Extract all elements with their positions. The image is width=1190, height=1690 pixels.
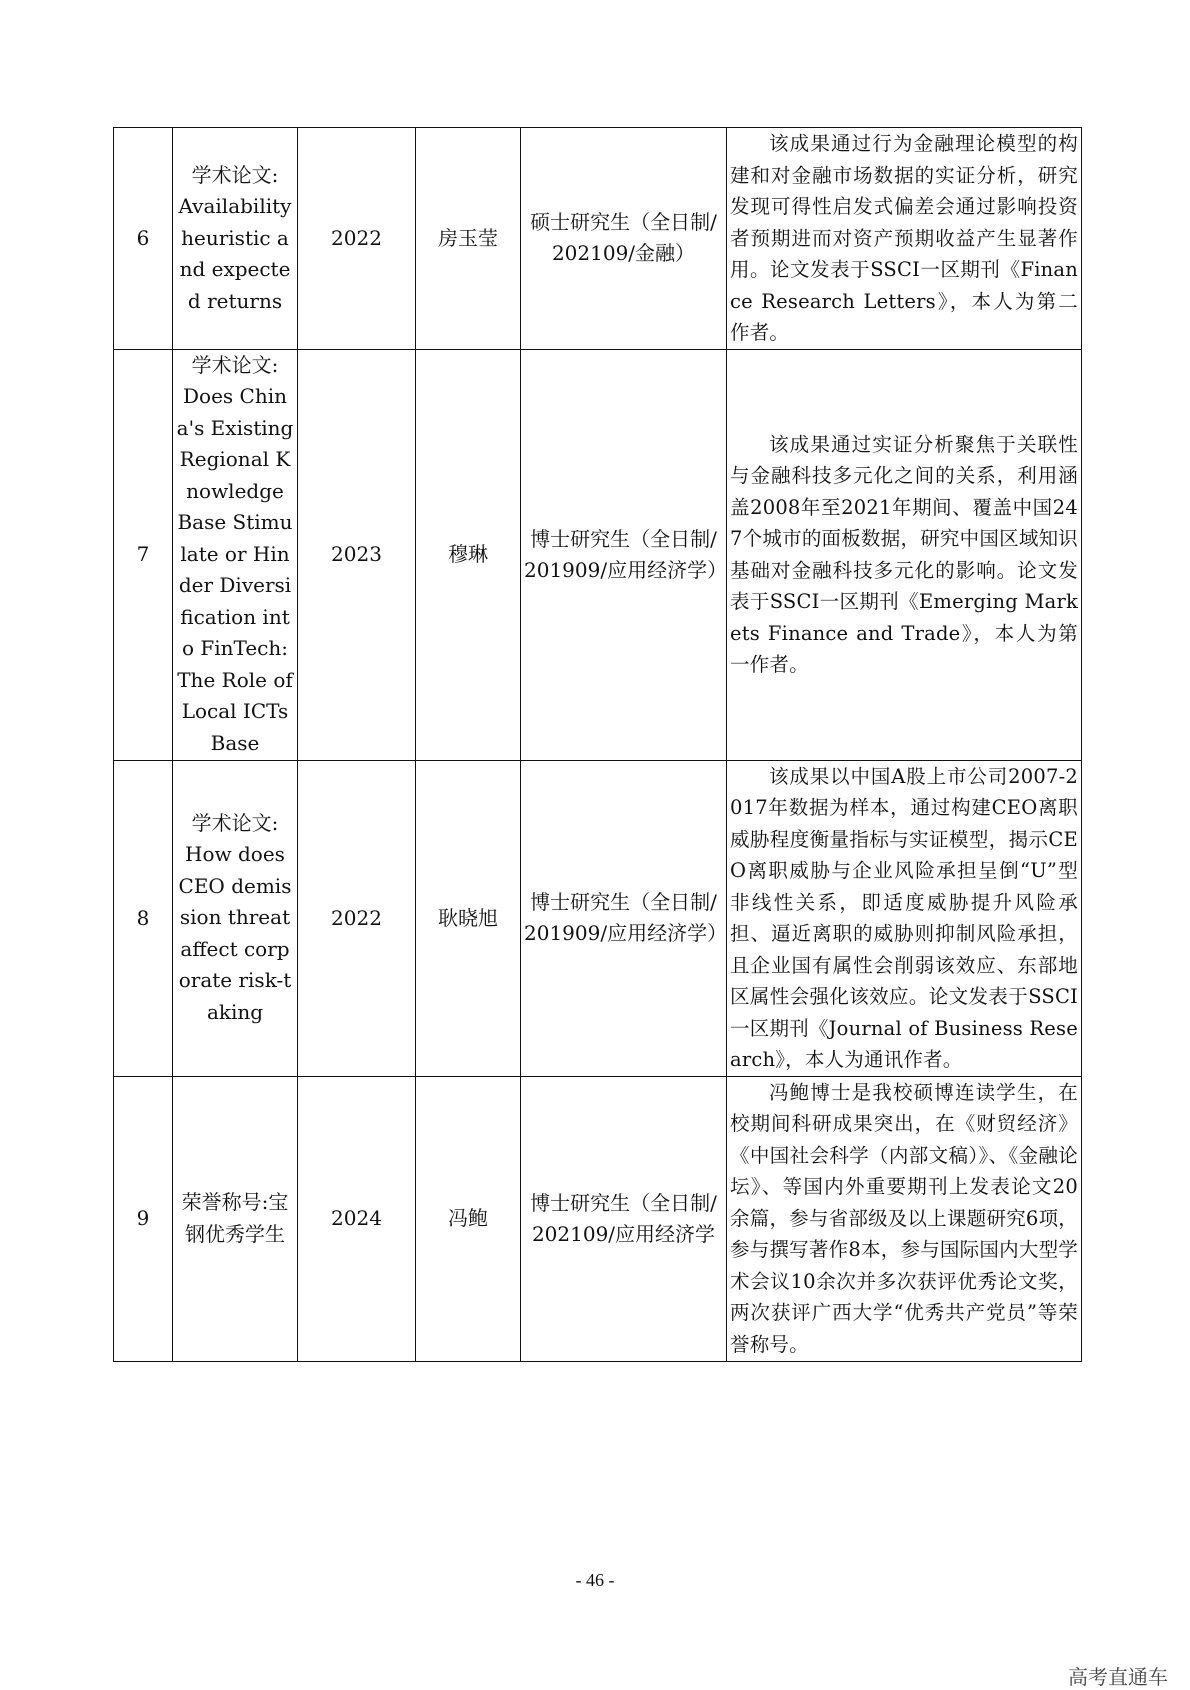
achievement-type: 学术论文: — [191, 162, 279, 187]
student-name: 穆琳 — [416, 349, 521, 760]
table-row — [114, 760, 1082, 1076]
student-name: 房玉莹 — [416, 128, 521, 350]
achievement-type: 学术论文: — [191, 352, 279, 377]
table-row — [114, 349, 1082, 760]
achievement-name: Does China's Existing Regional Knowledge Base Stimulate or Hinder Diversification into FinTech: The Role of Local ICTs Base — [176, 384, 294, 755]
watermark: 高考直通车 — [1068, 1665, 1168, 1689]
row-number: 9 — [114, 1076, 173, 1361]
row-number: 7 — [114, 349, 173, 760]
program-info: 博士研究生（全日制/201909/应用经济学） — [521, 349, 727, 760]
achievement-name: How does CEO demission threat affect corporate risk-taking — [178, 842, 292, 1024]
award-year: 2024 — [298, 1076, 416, 1361]
achievement-description: 该成果通过行为金融理论模型的构建和对金融市场数据的实证分析，研究发现可得性启发式偏差会通过影响投资者预期进而对资产预期收益产生显著作用。论文发表于SSCI一区期刊《Finance Research Letters》，本人为第二作者。 — [727, 128, 1082, 350]
award-year: 2023 — [298, 349, 416, 760]
award-year: 2022 — [298, 128, 416, 350]
program-info: 硕士研究生（全日制/202109/金融） — [521, 128, 727, 350]
program-info: 博士研究生（全日制/201909/应用经济学） — [521, 760, 727, 1076]
table-row — [114, 1076, 1082, 1361]
achievement-title — [173, 760, 298, 1076]
awards-table — [113, 127, 1082, 1362]
row-number: 8 — [114, 760, 173, 1076]
student-name: 冯鲍 — [416, 1076, 521, 1361]
achievement-description: 冯鲍博士是我校硕博连读学生，在校期间科研成果突出，在《财贸经济》《中国社会科学（内部文稿）》、《金融论坛》、等国内外重要期刊上发表论文20余篇，参与省部级及以上课题研究6项，参与撰写著作8本，参与国际国内大型学术会议10余次并多次获评优秀论文奖，两次获评广西大学“优秀共产党员”等荣誉称号。 — [727, 1076, 1082, 1361]
program-info: 博士研究生（全日制/202109/应用经济学 — [521, 1076, 727, 1361]
row-number: 6 — [114, 128, 173, 350]
achievement-type: 学术论文: — [191, 810, 279, 835]
achievement-description: 该成果通过实证分析聚焦于关联性与金融科技多元化之间的关系，利用涵盖2008年至2021年期间、覆盖中国247个城市的面板数据，研究中国区域知识基础对金融科技多元化的影响。论文发表于SSCI一区期刊《Emerging Markets Finance and Trade》，本人为第一作者。 — [727, 349, 1082, 760]
achievement-title — [173, 128, 298, 350]
achievement-description: 该成果以中国A股上市公司2007-2017年数据为样本，通过构建CEO离职威胁程度衡量指标与实证模型，揭示CEO离职威胁与企业风险承担呈倒“U”型非线性关系，即适度威胁提升风险承担、逼近离职的威胁则抑制风险承担，且企业国有属性会削弱该效应、东部地区属性会强化该效应。论文发表于SSCI一区期刊《Journal of Business Research》，本人为通讯作者。 — [727, 760, 1082, 1076]
award-year: 2022 — [298, 760, 416, 1076]
table-row — [114, 128, 1082, 350]
achievement-name: Availability heuristic and expected returns — [178, 194, 292, 313]
student-name: 耿晓旭 — [416, 760, 521, 1076]
achievement-title — [173, 349, 298, 760]
achievement-title: 荣誉称号:宝钢优秀学生 — [173, 1076, 298, 1361]
page-number: - 46 - — [575, 1570, 615, 1590]
